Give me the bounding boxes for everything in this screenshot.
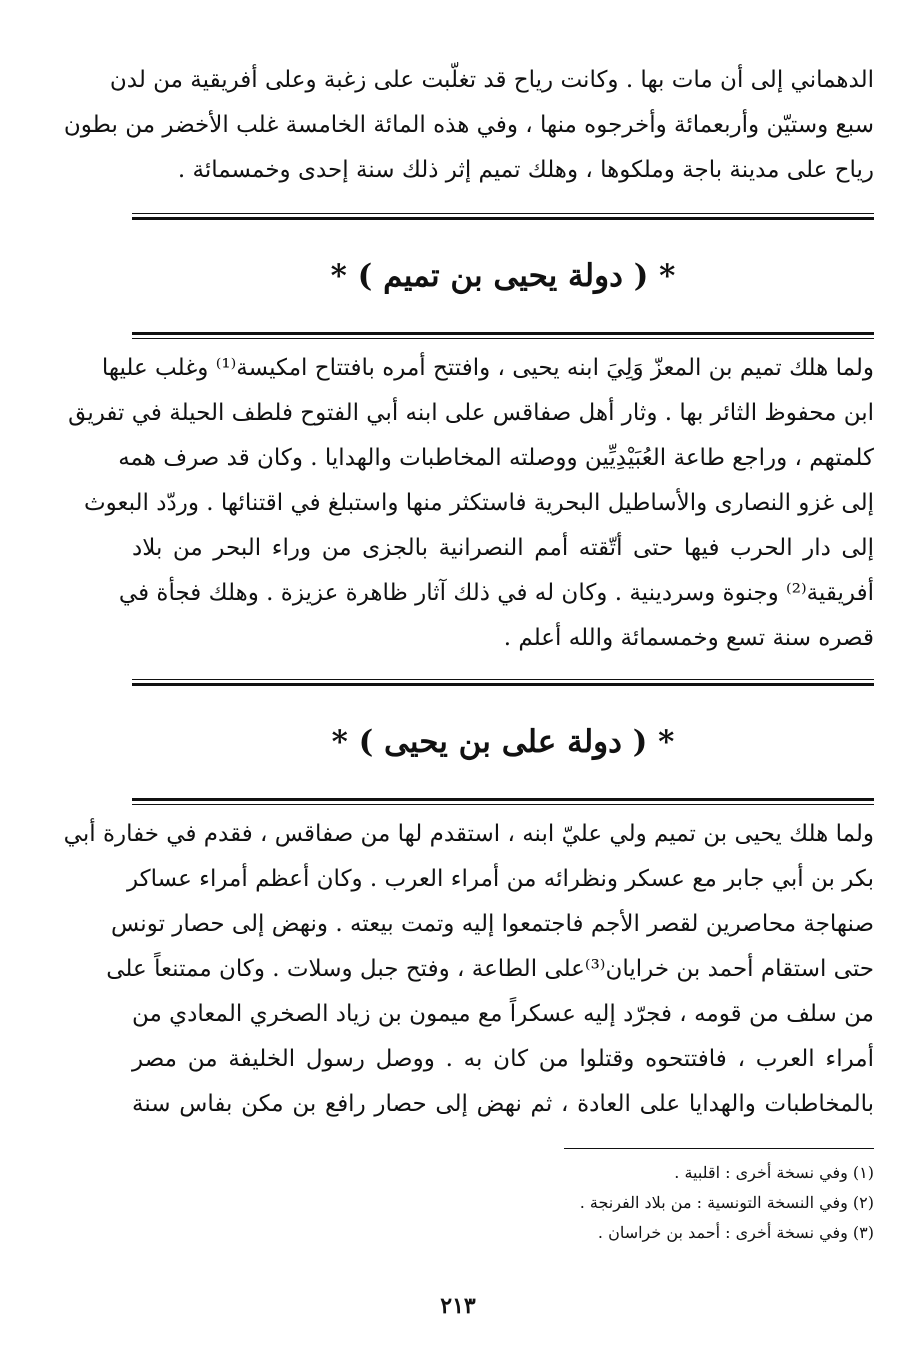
section-heading-ali: * ( دولة على بن يحيى ) * (331, 724, 675, 760)
top-paragraph (63, 58, 874, 193)
text-line: إلى دار الحرب فيها حتى أتّقته أمم النصرانية بالجزى من وراء البحر من بلاد (132, 535, 874, 561)
text-line: رياح على مدينة باجة وملكوها ، وهلك تميم إثر ذلك سنة إحدى وخمسمائة . (177, 157, 874, 183)
text-line: ولما هلك تميم بن المعزّ وَلِيَ ابنه يحيى ، وافتتح أمره بافتتاح امكيسة⁽¹⁾ وغلب عليها (101, 355, 874, 381)
text-line: أفريقية⁽²⁾ وجنوة وسردينية . وكان له في ذلك آثار ظاهرة عزيزة . وهلك فجأة في (118, 580, 874, 606)
text-line: قصره سنة تسع وخمسمائة والله أعلم . (503, 625, 874, 651)
text-line: إلى غزو النصارى والأساطيل البحرية فاستكثر منها واستبلغ في اقتنائها . وردّد البعوث (83, 490, 874, 516)
text-line: كلمتهم ، وراجع طاعة العُبَيْدِيِّين ووصلته المخاطبات والهدايا . وكان قد صرف همه (118, 445, 874, 471)
page-number: ٢١٣ (440, 1293, 476, 1319)
section-divider-top (132, 679, 874, 686)
text-line: ابن محفوظ الثائر بها . وثار أهل صفاقس على ابنه أبي الفتوح فلطف الحيلة في تفريق (68, 400, 874, 426)
text-line: بكر بن أبي جابر مع عسكر ونظرائه من أمراء العرب . وكان أعظم أمراء عساكر (126, 866, 874, 892)
section-divider-bottom (132, 798, 874, 805)
footnote-rule (564, 1148, 874, 1149)
text-line: أمراء العرب ، فافتتحوه وقتلوا من كان به . ووصل رسول الخليفة من مصر (132, 1046, 874, 1072)
section-paragraph-yahya (68, 346, 874, 661)
text-line: الدهماني إلى أن مات بها . وكانت رياح قد تغلّبت على زغبة وعلى أفريقية من لدن (109, 67, 874, 93)
footnote-1: (١) وفي نسخة أخرى : اقلبية . (674, 1163, 874, 1182)
text-line: سبع وستيّن وأربعمائة وأخرجوه منها ، وفي هذه المائة الخامسة غلب الأخضر من بطون (63, 112, 874, 138)
text-line: من سلف من قومه ، فجرّد إليه عسكراً مع ميمون بن زياد الصخري المعادي من (132, 1001, 874, 1027)
page-body (63, 58, 874, 1127)
text-line: ولما هلك يحيى بن تميم ولي عليّ ابنه ، استقدم لها من صفاقس ، فقدم في خفارة أبي (63, 821, 874, 847)
section-divider-top (132, 213, 874, 220)
section-heading-yahya: * ( دولة يحيى بن تميم ) * (330, 258, 676, 294)
section-paragraph-ali (63, 812, 874, 1127)
footnote-3: (٣) وفي نسخة أخرى : أحمد بن خراسان . (597, 1223, 874, 1242)
text-line: بالمخاطبات والهدايا على العادة ، ثم نهض إلى حصار رافع بن مكن بفاس سنة (132, 1091, 874, 1117)
section-divider-bottom (132, 332, 874, 339)
text-line: حتى استقام أحمد بن خرايان⁽³⁾على الطاعة ، وفتح جبل وسلات . وكان ممتنعاً على (106, 956, 874, 982)
text-line: صنهاجة محاصرين لقصر الأجم فاجتمعوا إليه وتمت بيعته . ونهض إلى حصار تونس (110, 911, 874, 937)
footnotes (132, 1148, 874, 1248)
footnote-2: (٢) وفي النسخة التونسية : من بلاد الفرنجة . (579, 1193, 874, 1212)
